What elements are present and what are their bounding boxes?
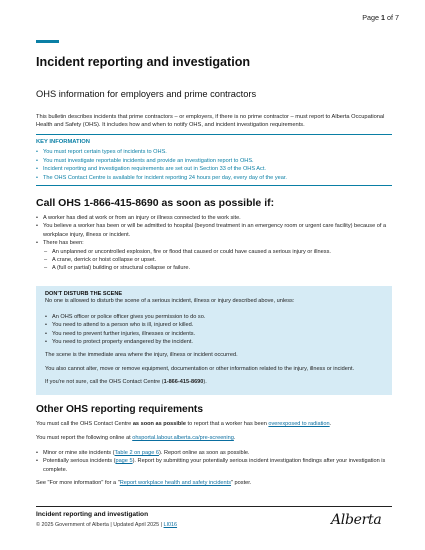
scene-item: • An OHS officer or police officer gives you permission to do so. (45, 313, 383, 321)
key-info-item: • Incident reporting and investigation requirements are set out in Section 33 of the OHS Act. (36, 165, 287, 174)
document-title: Incident reporting and investigation (36, 55, 251, 69)
scene-definition: The scene is the immediate area where the injury, illness or incident occurred. (45, 352, 238, 359)
scene-heading: DON'T DISTURB THE SCENE (45, 291, 123, 297)
document-subtitle: OHS information for employers and prime contractors (36, 89, 257, 99)
footer-meta (36, 522, 177, 528)
poster-link[interactable]: Report workplace health and safety incidents (119, 480, 232, 486)
text: You must call the OHS Contact Centre (36, 421, 133, 427)
scene-unsure-pre: If you're not sure, call the OHS Contact Centre ( (45, 379, 164, 386)
online-report-list (36, 449, 396, 474)
text: . (233, 435, 236, 441)
scene-intro: No one is allowed to disturb the scene of a serious incident, illness or injury described above, unless: (45, 298, 295, 305)
text: Minor or mine site incidents ( (43, 450, 115, 456)
key-info-item: • The OHS Contact Centre is available for incident reporting 24 hours per day, every day of the year. (36, 174, 287, 183)
intro-paragraph: This bulletin describes incidents that prime contractors – or employers, if there is no prime contractor – must report to Alberta Occupational Health and Safety (OHS). It includes how and when to notify OHS, and incident investigation requirements. (36, 114, 385, 129)
list-item (36, 449, 396, 457)
document-code-link[interactable]: LI016 (163, 522, 178, 528)
accent-bar (36, 40, 59, 43)
poster-paragraph (36, 480, 251, 486)
scene-unsure-post: ). (203, 379, 207, 386)
scene-item: • You need to prevent further injuries, illnesses or incidents. (45, 330, 383, 338)
copyright-text: © 2025 Government of Alberta | Updated April 2025 | (36, 522, 164, 528)
contact-phone: 1-866-415-8690 (163, 379, 204, 386)
key-info-item: • You must investigate reportable incidents and provide an investigation report to OHS. (36, 157, 287, 166)
text: " poster. (231, 480, 252, 486)
text: ). Report online as soon as possible. (159, 450, 250, 456)
scene-item: • You need to protect property endangered by the incident. (45, 338, 383, 346)
page-total: of 7 (387, 13, 399, 22)
page-current: 1 (381, 13, 385, 22)
page-label: Page (362, 13, 379, 22)
call-ohs-heading: Call OHS 1-866-415-8690 as soon as possible if: (36, 197, 275, 209)
dont-disturb-scene-box (36, 286, 392, 395)
call-ohs-list (36, 214, 396, 273)
call-sub-item: – A crane, derrick or hoist collapse or upset. (43, 256, 396, 264)
text: You must report the following online at (36, 435, 133, 441)
text: See "For more information" for a " (36, 480, 120, 486)
call-item: • A worker has died at work or from an injury or illness connected to the work site. (36, 214, 396, 222)
scene-list (45, 313, 383, 347)
call-item-there-has-been (36, 239, 396, 273)
alberta-logo: Alberta (331, 512, 382, 528)
footer-title: Incident reporting and investigation (36, 511, 149, 518)
scene-unsure (45, 379, 383, 386)
call-item-label: There has been: (43, 239, 84, 246)
text: ). Report by submitting your potentially serious incident investigation findings after your investigation is complete. (43, 458, 386, 473)
key-information-list (36, 148, 287, 182)
text: . (329, 421, 332, 427)
key-info-item: • You must report certain types of incidents to OHS. (36, 148, 287, 157)
other-requirements-heading: Other OHS reporting requirements (36, 404, 203, 415)
call-sub-item: – A (full or partial) building or structural collapse or failure. (43, 264, 396, 272)
radiation-link[interactable]: overexposed to radiation (268, 421, 330, 427)
radiation-paragraph (36, 421, 331, 427)
page-number (362, 13, 399, 22)
online-report-paragraph (36, 435, 235, 441)
portal-link[interactable]: ohsportal.labour.alberta.ca/pre-screening (132, 435, 234, 441)
emphasis: as soon as possible (132, 421, 186, 427)
text: to report that a worker has been (185, 421, 269, 427)
page-5-link[interactable]: page 5 (115, 458, 133, 465)
call-item: • You believe a worker has been or will be admitted to hospital (beyond treatment in an emergency room or urgent care facility) because of a workplace injury, illness or incident. (36, 222, 396, 239)
list-item (36, 457, 396, 474)
call-sub-item: – An unplanned or uncontrolled explosion, fire or flood that caused or could have caused a serious injury or illness. (43, 248, 396, 256)
footer-divider (36, 506, 392, 507)
text: Potentially serious incidents ( (43, 458, 116, 465)
table-2-link[interactable]: Table 2 on page 6 (114, 450, 159, 456)
key-information-box (36, 134, 392, 186)
scene-no-alter: You also cannot alter, move or remove equipment, documentation or other information related to the injury, illness or incident. (45, 365, 355, 372)
call-sub-list (43, 248, 396, 273)
scene-item: • You need to attend to a person who is ill, injured or killed. (45, 321, 383, 329)
key-information-heading: KEY INFORMATION (36, 139, 90, 145)
